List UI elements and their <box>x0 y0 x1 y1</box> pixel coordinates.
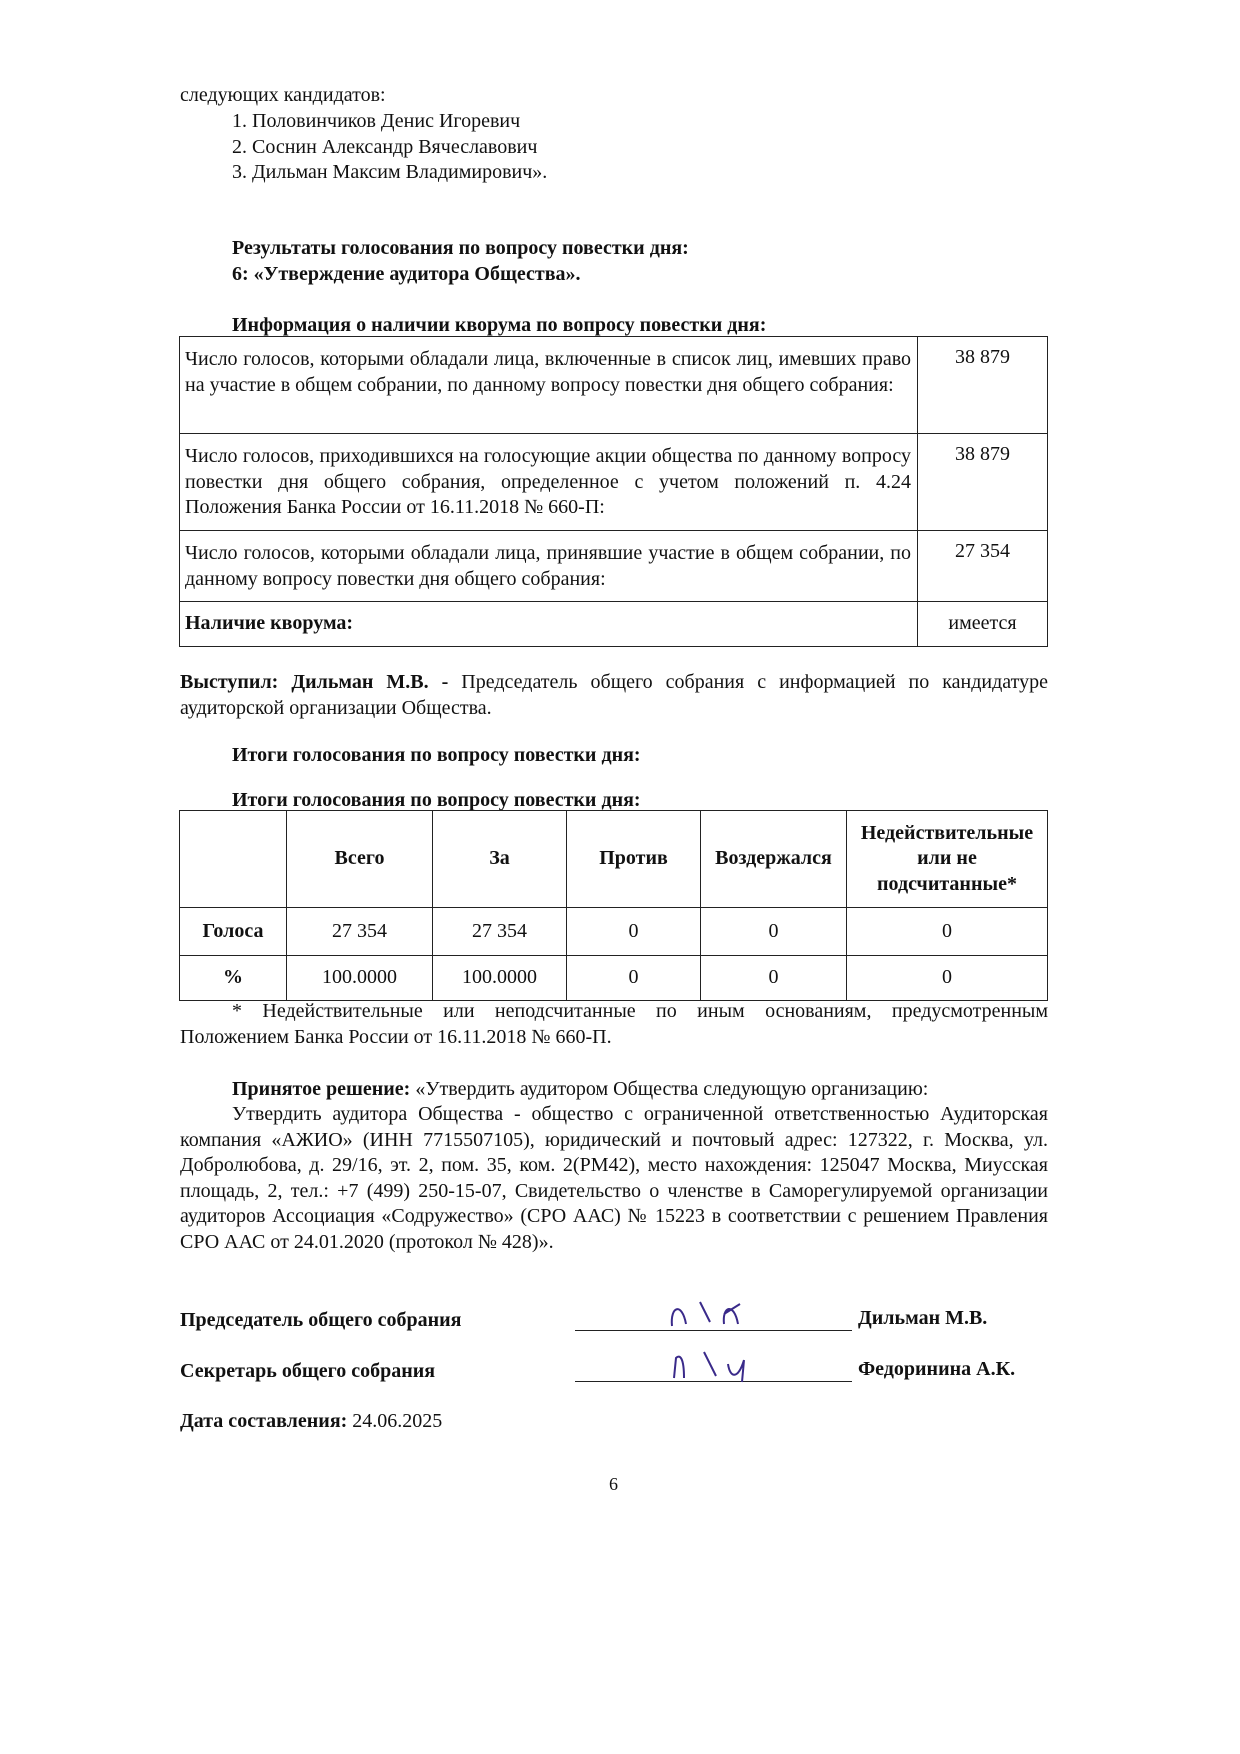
quorum-heading: Информация о наличии кворума по вопросу повестки дня: <box>232 314 767 336</box>
candidate-item: 2. Соснин Александр Вячеславович <box>232 136 538 158</box>
header-cell: Недействительные или не подсчитанные* <box>847 811 1048 908</box>
cell: 0 <box>567 908 701 956</box>
speaker-label: Выступил: Дильман М.В. - <box>180 671 449 693</box>
quorum-value: 38 879 <box>918 337 1048 434</box>
quorum-label: Число голосов, которыми обладали лица, принявшие участие в общем собрании, по данному вопросу повестки дня общего собрания: <box>180 531 918 602</box>
table-row <box>180 434 1048 531</box>
date-line <box>180 1408 442 1434</box>
cell: 27 354 <box>287 908 433 956</box>
candidate-item: 1. Половинчиков Денис Игоревич <box>232 110 521 132</box>
speaker-text: Председатель общего собрания с информацией по кандидатуре аудиторской организации Общества. <box>180 671 1048 719</box>
speaker-paragraph <box>180 670 1048 721</box>
quorum-label: Наличие кворума: <box>180 602 918 647</box>
cell: 0 <box>847 956 1048 1001</box>
table-header-row <box>180 811 1048 908</box>
quorum-value: 27 354 <box>918 531 1048 602</box>
signature-role: Председатель общего собрания <box>180 1309 462 1331</box>
header-cell: Воздержался <box>701 811 847 908</box>
footnote: * Недействительные или неподсчитанные по иным основаниям, предусмотренным Положением Банка России от 16.11.2018 № 660-П. <box>180 1000 1048 1048</box>
header-cell: Всего <box>287 811 433 908</box>
results-heading: Результаты голосования по вопросу повестки дня: <box>232 237 689 259</box>
cell: 100.0000 <box>287 956 433 1001</box>
page-number: 6 <box>609 1474 618 1494</box>
cell: 0 <box>567 956 701 1001</box>
quorum-value: 38 879 <box>918 434 1048 531</box>
chairman-signature <box>660 1296 760 1332</box>
secretary-signature <box>660 1344 770 1384</box>
cell: 100.0000 <box>433 956 567 1001</box>
row-label: Голоса <box>180 908 287 956</box>
agenda-item: 6: «Утверждение аудитора Общества». <box>232 263 581 285</box>
decision-first-line <box>232 1076 928 1102</box>
header-cell: Против <box>567 811 701 908</box>
quorum-value: имеется <box>918 602 1048 647</box>
decision-label: Принятое решение: <box>232 1078 411 1100</box>
table-row <box>180 337 1048 434</box>
totals-heading: Итоги голосования по вопросу повестки дня: <box>232 789 641 811</box>
table-row <box>180 531 1048 602</box>
votes-table <box>179 810 1048 1001</box>
candidate-item: 3. Дильман Максим Владимирович». <box>232 161 548 183</box>
totals-heading: Итоги голосования по вопросу повестки дня: <box>232 744 641 766</box>
header-cell <box>180 811 287 908</box>
cell: 0 <box>701 956 847 1001</box>
table-row <box>180 956 1048 1001</box>
signature-name: Дильман М.В. <box>858 1307 988 1329</box>
intro-text: следующих кандидатов: <box>180 84 386 106</box>
signature-name: Федоринина А.К. <box>858 1358 1016 1380</box>
quorum-label: Число голосов, приходившихся на голосующие акции общества по данному вопросу повестки дня общего собрания, определенное с учетом положений п. 4.24 Положения Банка России от 16.11.2018 № 660-П: <box>180 434 918 531</box>
table-row <box>180 908 1048 956</box>
quorum-label: Число голосов, которыми обладали лица, включенные в список лиц, имевших право на участие в общем собрании, по данному вопросу повестки дня общего собрания: <box>180 337 918 434</box>
table-row <box>180 602 1048 647</box>
cell: 0 <box>847 908 1048 956</box>
cell: 0 <box>701 908 847 956</box>
cell: 27 354 <box>433 908 567 956</box>
header-cell: За <box>433 811 567 908</box>
decision-text: Утвердить аудитора Общества - общество с ограниченной ответственностью Аудиторская компания «АЖИО» (ИНН 7715507105), юридический и почтовый адрес: 127322, г. Москва, ул. Добролюбова, д. 29/16, эт. 2, пом. 35, ком. 2(РМ42), место нахождения: 125047 Москва, Миусская площадь, 2, тел.: +7 (499) 250-15-07, Свидетельство о членстве в Саморегулируемой организации аудиторов Ассоциация «Содружество» (СРО ААС) № 15223 в соответствии с решением Правления СРО ААС от 24.01.2020 (протокол № 428)». <box>180 1103 1048 1253</box>
date-label: Дата составления: <box>180 1410 348 1432</box>
quorum-table <box>179 336 1048 647</box>
date-value: 24.06.2025 <box>352 1410 443 1432</box>
row-label: % <box>180 956 287 1001</box>
decision-first: «Утвердить аудитором Общества следующую организацию: <box>415 1078 929 1100</box>
signature-role: Секретарь общего собрания <box>180 1360 436 1382</box>
